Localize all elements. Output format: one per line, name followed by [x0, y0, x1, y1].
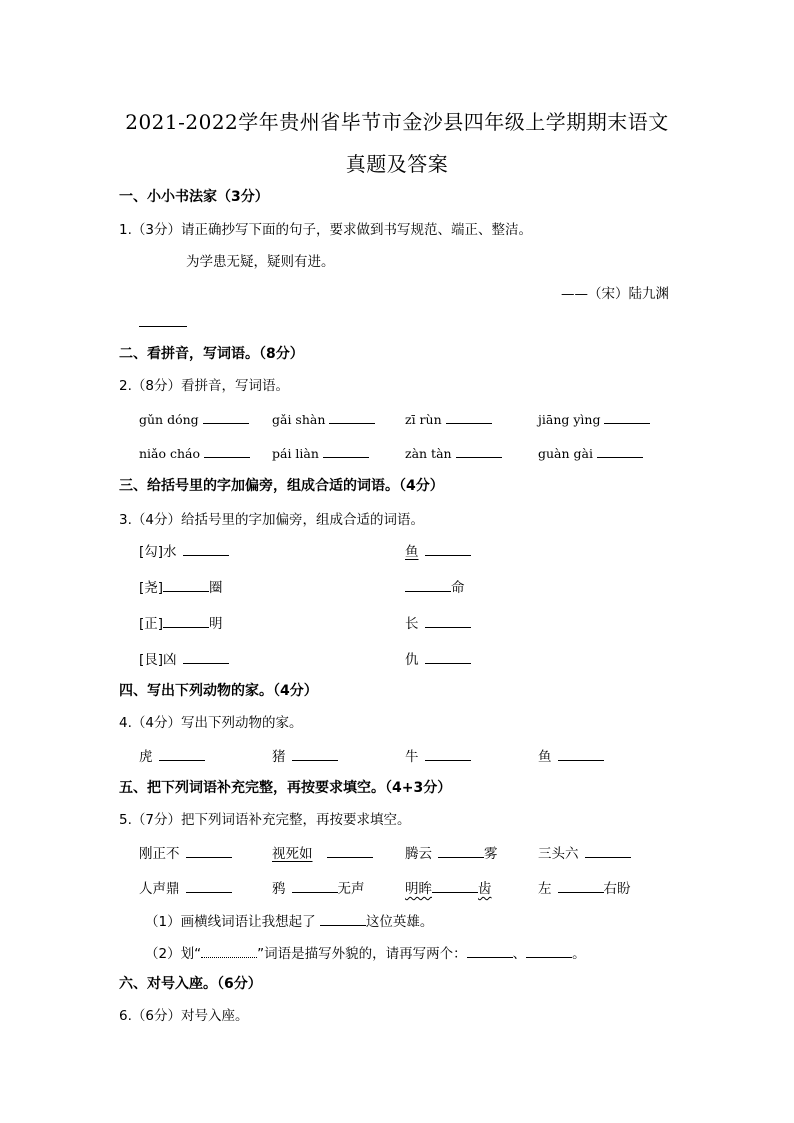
idiom-item: 腾云 雾	[405, 846, 498, 862]
sub-question-2: （2）划“ ”词语是描写外貌的，请再写两个： 、 。	[145, 946, 586, 962]
answer-blank[interactable]	[204, 444, 250, 458]
section-5-heading: 五、把下列词语补充完整，再按要求填空。（4+3分）	[119, 780, 452, 796]
answer-blank[interactable]	[604, 410, 650, 424]
animal-item: 鱼	[538, 745, 604, 765]
section-3-heading: 三、给括号里的字加偏旁，组成合适的词语。（4分）	[119, 478, 444, 494]
page-title-line2: 真题及答案	[345, 152, 449, 176]
animal-item: 虎	[139, 745, 205, 765]
radical-item: 仇	[405, 648, 471, 668]
pinyin-item: pái liàn	[272, 444, 369, 461]
answer-blank[interactable]	[163, 578, 209, 592]
question-5: 5.（7分）把下列词语补充完整，再按要求填空。	[119, 812, 411, 828]
idiom-item: 人声鼎	[139, 877, 232, 897]
answer-blank[interactable]	[405, 578, 451, 592]
idiom-item: 鸦 无声	[272, 881, 365, 897]
question-1: 1.（3分）请正确抄写下面的句子，要求做到书写规范、端正、整洁。	[119, 222, 532, 238]
section-2-heading: 二、看拼音，写词语。（8分）	[119, 346, 304, 362]
section-6-heading: 六、对号入座。（6分）	[119, 976, 262, 992]
radical-item: 命	[405, 576, 465, 596]
pinyin-item: gǎi shàn	[272, 410, 375, 427]
pinyin-item: gǔn dóng	[139, 410, 249, 427]
answer-blank[interactable]	[203, 410, 249, 424]
answer-blank[interactable]	[425, 542, 471, 556]
radical-item: [勾]水	[139, 540, 229, 560]
answer-blank[interactable]	[323, 444, 369, 458]
answer-blank[interactable]	[292, 879, 338, 893]
answer-blank[interactable]	[446, 410, 492, 424]
answer-blank[interactable]	[467, 944, 513, 958]
question-3: 3.（4分）给括号里的字加偏旁，组成合适的词语。	[119, 512, 424, 528]
answer-blank[interactable]	[438, 844, 484, 858]
answer-blank[interactable]	[597, 444, 643, 458]
pinyin-item: zī rùn	[405, 410, 492, 427]
answer-blank[interactable]	[292, 747, 338, 761]
answer-blank[interactable]	[163, 614, 209, 628]
idiom-item: 刚正不	[139, 842, 232, 862]
page-title-line1: 2021-2022学年贵州省毕节市金沙县四年级上学期期末语文	[125, 110, 669, 134]
answer-blank[interactable]	[139, 326, 187, 327]
answer-blank[interactable]	[159, 747, 205, 761]
animal-item: 牛	[405, 745, 471, 765]
pinyin-item: guàn gài	[538, 444, 643, 461]
question-6: 6.（6分）对号入座。	[119, 1008, 249, 1024]
answer-blank[interactable]	[526, 944, 572, 958]
answer-blank[interactable]	[425, 650, 471, 664]
answer-blank[interactable]	[425, 747, 471, 761]
answer-blank[interactable]	[320, 912, 366, 926]
idiom-item: 明眸 齿	[405, 881, 492, 897]
answer-blank[interactable]	[186, 844, 232, 858]
section-4-heading: 四、写出下列动物的家。（4分）	[119, 683, 318, 699]
answer-blank[interactable]	[585, 844, 631, 858]
answer-blank[interactable]	[183, 542, 229, 556]
question-2: 2.（8分）看拼音，写词语。	[119, 378, 289, 394]
idiom-item: 视死如	[272, 842, 373, 862]
radical-item: 长	[405, 612, 471, 632]
answer-blank[interactable]	[327, 844, 373, 858]
answer-blank[interactable]	[456, 444, 502, 458]
section-1-heading: 一、小小书法家（3分）	[119, 189, 269, 205]
sub-question-1: （1）画横线词语让我想起了 这位英雄。	[145, 914, 434, 930]
quote-attribution: ——（宋）陆九渊	[561, 286, 669, 302]
radical-item: [正] 明	[139, 616, 223, 632]
pinyin-item: niǎo cháo	[139, 444, 250, 461]
answer-blank[interactable]	[183, 650, 229, 664]
radical-item: [尧] 圈	[139, 580, 223, 596]
pinyin-item: zàn tàn	[405, 444, 502, 461]
answer-blank[interactable]	[558, 879, 604, 893]
answer-blank[interactable]	[432, 879, 478, 893]
wavy-underline-sample	[201, 946, 257, 958]
animal-item: 猪	[272, 745, 338, 765]
answer-blank[interactable]	[186, 879, 232, 893]
answer-blank[interactable]	[425, 614, 471, 628]
idiom-item: 三头六	[538, 842, 631, 862]
quote-text: 为学患无疑，疑则有进。	[186, 254, 335, 270]
radical-item: [艮]凶	[139, 648, 229, 668]
pinyin-item: jiāng yìng	[538, 410, 650, 427]
question-4: 4.（4分）写出下列动物的家。	[119, 715, 303, 731]
answer-blank[interactable]	[329, 410, 375, 424]
radical-item: 鱼	[405, 540, 471, 560]
answer-blank[interactable]	[558, 747, 604, 761]
idiom-item: 左 右盼	[538, 881, 631, 897]
